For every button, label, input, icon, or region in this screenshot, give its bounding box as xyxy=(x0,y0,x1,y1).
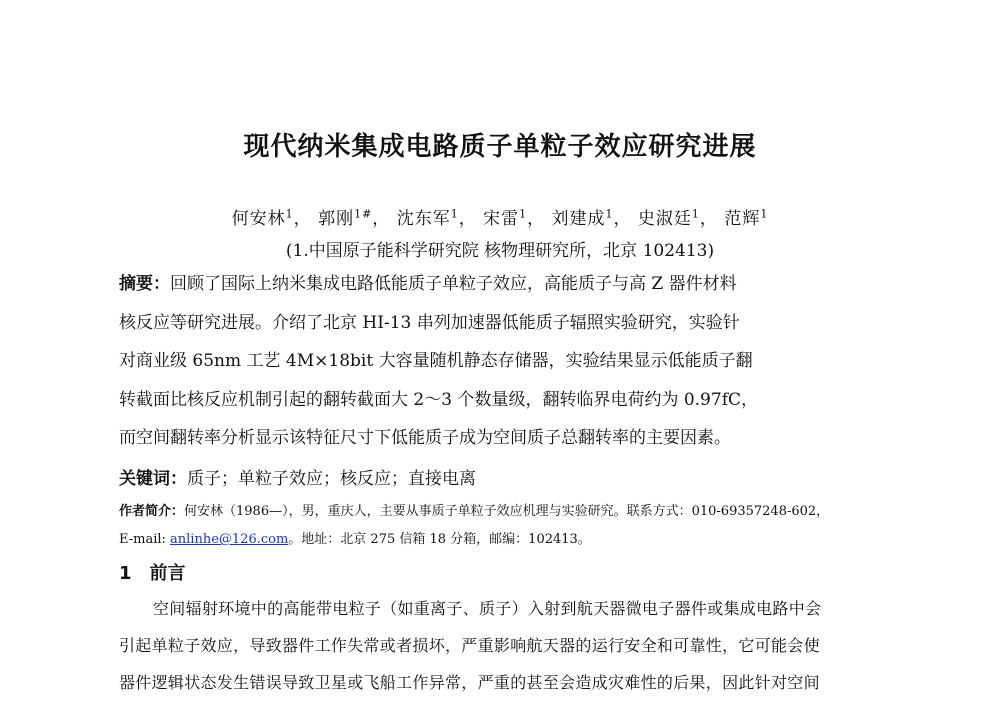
email-link[interactable]: anlinhe@126.com xyxy=(170,532,289,547)
author: 史淑廷$^1$， xyxy=(637,207,718,229)
author-affiliation-mark: 1 xyxy=(691,207,700,221)
abstract-label: 摘要： xyxy=(119,274,170,294)
body-line: 引起单粒子效应，导致器件工作失常或者损坏，严重影响航天器的运行安全和可靠性，它可能会使 xyxy=(119,636,820,655)
author-affiliation-mark: 1# xyxy=(354,207,373,221)
abstract-line: 摘要：回顾了国际上纳米集成电路低能质子单粒子效应，高能质子与高 Z 器件材料 xyxy=(119,274,737,294)
abstract-line: 转截面比核反应机制引起的翻转截面大 2～3 个数量级，翻转临界电荷约为 0.97fC， xyxy=(119,389,758,410)
keywords xyxy=(119,465,889,493)
author-info-label: 作者简介： xyxy=(119,504,185,519)
author: 何安林$^1$， xyxy=(231,207,312,229)
body-line: 空间辐射环境中的高能带电粒子（如重离子、质子）入射到航天器微电子器件或集成电路中会 xyxy=(153,599,822,618)
abstract-line: 对商业级 65nm 工艺 4M×18bit 大容量随机静态存储器，实验结果显示低能质子翻 xyxy=(119,351,753,372)
author-affiliation-mark: 1 xyxy=(450,207,459,221)
author-affiliation-mark: 1 xyxy=(285,207,294,221)
abstract-line: 而空间翻转率分析显示该特征尺寸下低能质子成为空间质子总翻转率的主要因素。 xyxy=(119,428,731,449)
paper-title: 现代纳米集成电路质子单粒子效应研究进展 xyxy=(243,132,757,162)
author-info-line: E-mail: anlinhe@126.com。地址：北京 275 信箱 18 分箱，邮编：102413。 xyxy=(119,532,591,547)
author: 郭刚$^{1\#}$， xyxy=(318,207,391,229)
section-number: 1 xyxy=(119,563,132,584)
body-paragraph xyxy=(119,590,889,701)
keywords-label: 关键词： xyxy=(119,469,187,489)
body-line: 器件逻辑状态发生错误导致卫星或飞船工作异常，严重的甚至会造成灾难性的后果，因此针对空间 xyxy=(119,673,820,692)
author: 宋雷$^1$， xyxy=(483,207,546,229)
author-affiliation-mark: 1 xyxy=(519,207,528,221)
author: 沈东军$^1$， xyxy=(396,207,477,229)
keywords-text: 质子；单粒子效应；核反应；直接电离 xyxy=(187,469,476,489)
author-affiliation-mark: 1 xyxy=(760,207,769,221)
author: 刘建成$^1$， xyxy=(551,207,632,229)
author: 范辉$^1$ xyxy=(724,207,769,229)
author-info-line: 作者简介：何安林（1986—），男，重庆人，主要从事质子单粒子效应机理与实验研究。联系方式：010-69357248-602， xyxy=(119,504,830,519)
author-list xyxy=(0,204,1000,229)
abstract-line: 核反应等研究进展。介绍了北京 HI-13 串列加速器低能质子辐照实验研究，实验针 xyxy=(119,312,740,333)
abstract xyxy=(119,265,889,458)
affiliation: (1.中国原子能科学研究院 核物理研究所，北京 102413) xyxy=(285,241,715,261)
author-info xyxy=(119,498,889,554)
section-title: 前言 xyxy=(149,563,186,584)
author-affiliation-mark: 1 xyxy=(605,207,614,221)
section-heading xyxy=(119,559,186,585)
